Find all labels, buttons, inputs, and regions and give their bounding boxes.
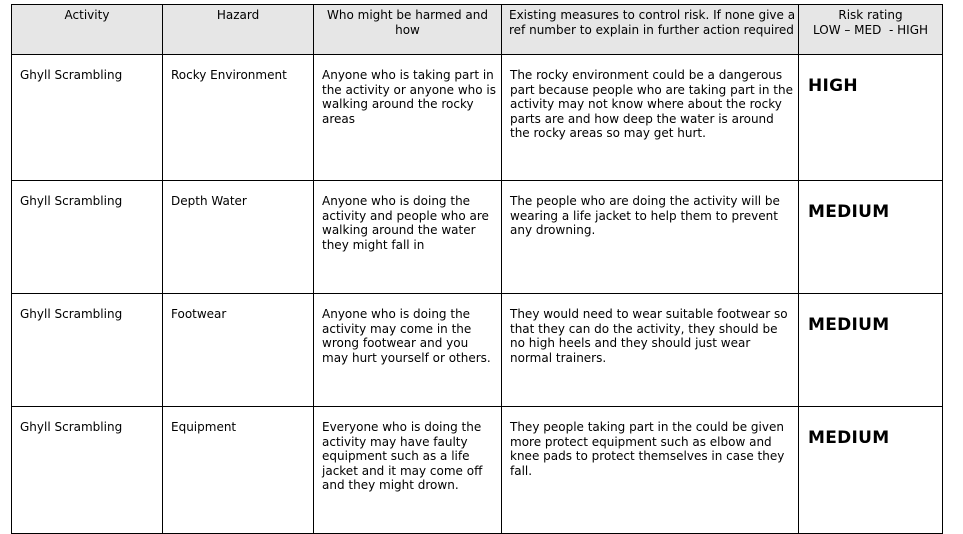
cell-activity: Ghyll Scrambling xyxy=(12,407,163,534)
cell-risk-rating: MEDIUM xyxy=(799,294,943,407)
cell-existing-measures: They people taking part in the could be given more protect equipment such as elbow and knee pads to protect themselves in case they fall. xyxy=(502,407,799,534)
header-row xyxy=(12,5,943,55)
cell-who-harmed: Anyone who is taking part in the activity or anyone who is walking around the rocky areas xyxy=(314,55,502,181)
cell-existing-measures: They would need to wear suitable footwear so that they can do the activity, they should be no high heels and they should just wear normal trainers. xyxy=(502,294,799,407)
cell-who-harmed: Anyone who is doing the activity and people who are walking around the water they might fall in xyxy=(314,181,502,294)
cell-existing-measures: The rocky environment could be a dangerous part because people who are taking part in the activity may not know where about the rocky parts are and how deep the water is around the rocky areas so may get hurt. xyxy=(502,55,799,181)
header-risk-rating xyxy=(799,5,943,55)
risk-assessment-table xyxy=(11,4,943,534)
cell-risk-rating: MEDIUM xyxy=(799,407,943,534)
header-activity: Activity xyxy=(12,5,163,55)
cell-risk-rating: MEDIUM xyxy=(799,181,943,294)
cell-hazard: Footwear xyxy=(163,294,314,407)
table-row xyxy=(12,407,943,534)
cell-activity: Ghyll Scrambling xyxy=(12,294,163,407)
cell-hazard: Depth Water xyxy=(163,181,314,294)
header-hazard: Hazard xyxy=(163,5,314,55)
cell-activity: Ghyll Scrambling xyxy=(12,55,163,181)
cell-who-harmed: Anyone who is doing the activity may come in the wrong footwear and you may hurt yourself or others. xyxy=(314,294,502,407)
cell-existing-measures: The people who are doing the activity will be wearing a life jacket to help them to prevent any drowning. xyxy=(502,181,799,294)
header-risk-rating-scale: LOW – MED - HIGH xyxy=(812,22,929,37)
table-row xyxy=(12,181,943,294)
cell-hazard: Equipment xyxy=(163,407,314,534)
table-row xyxy=(12,55,943,181)
header-existing-measures: Existing measures to control risk. If none give a ref number to explain in further action required xyxy=(502,5,799,55)
cell-hazard: Rocky Environment xyxy=(163,55,314,181)
cell-activity: Ghyll Scrambling xyxy=(12,181,163,294)
header-who-harmed: Who might be harmed and how xyxy=(314,5,502,55)
cell-risk-rating: HIGH xyxy=(799,55,943,181)
table-row xyxy=(12,294,943,407)
cell-who-harmed: Everyone who is doing the activity may have faulty equipment such as a life jacket and it may come off and they might drown. xyxy=(314,407,502,534)
header-risk-rating-title: Risk rating xyxy=(838,8,903,22)
